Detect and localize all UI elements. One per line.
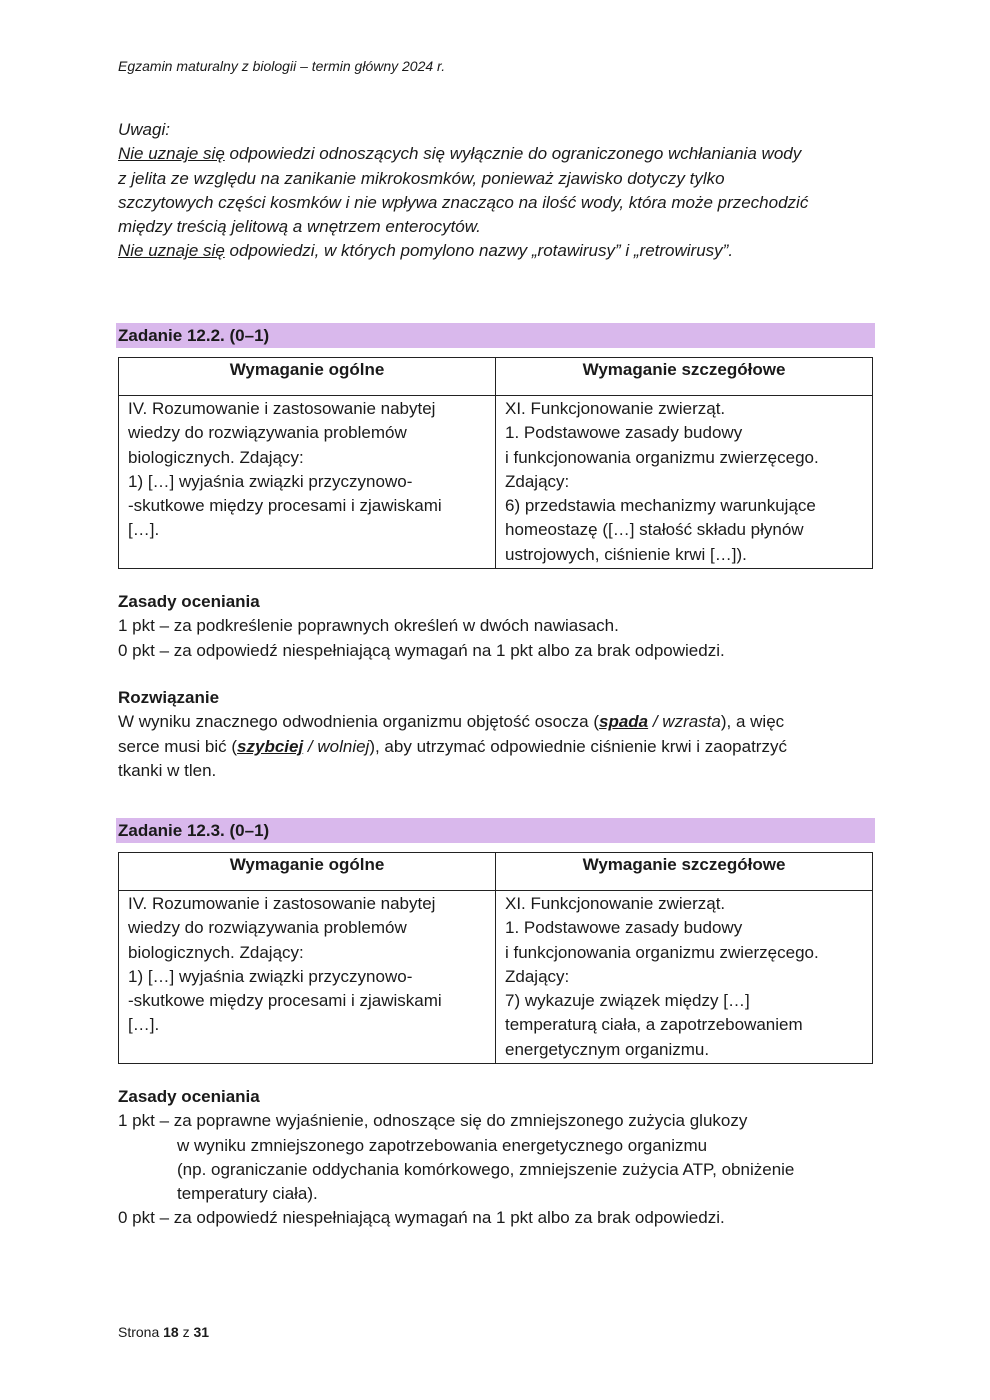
page-number: Strona 18 z 31 [118, 1324, 210, 1340]
task-12-2-scoring [118, 590, 878, 663]
correct-answer: spada [598, 712, 649, 732]
specific-requirement-cell: XI. Funkcjonowanie zwierząt. 1. Podstawowe zasady budowy i funkcjonowania organizmu zwierzęcego. Zdający: 6) przedstawia mechanizmy warunkujące homeostazę ([…] stałość składu płynów ustrojowych, ciśnienie krwi […]). [496, 396, 873, 569]
scoring-0pt: 0 pkt – za odpowiedź niespełniającą wymagań na 1 pkt albo za brak odpowiedzi. [118, 1208, 725, 1228]
remarks-paragraph-2: Nie uznaje się odpowiedzi, w których pomylono nazwy „rotawirusy” i „retrowirusy”. [118, 241, 734, 261]
task-12-2-solution [118, 686, 878, 783]
task-12-3-scoring [118, 1085, 878, 1231]
solution-title: Rozwiązanie [118, 688, 220, 707]
solution-text: W wyniku znacznego odwodnienia organizmu objętość osocza (spada / wzrasta), a więc serce musi bić (szybciej / wolniej), aby utrzymać odpowiednie ciśnienie krwi i zaopatrzyć tkanki w tlen. [118, 712, 787, 780]
col-specific-header: Wymaganie szczegółowe [496, 853, 873, 891]
specific-requirement-cell: XI. Funkcjonowanie zwierząt. 1. Podstawowe zasady budowy i funkcjonowania organizmu zwierzęcego. Zdający: 7) wykazuje związek między […] temperaturą ciała, a zapotrzebowaniem energetycznym organizmu. [496, 891, 873, 1064]
general-requirement-cell: IV. Rozumowanie i zastosowanie nabytej wiedzy do rozwiązywania problemów biologicznych. Zdający: 1) […] wyjaśnia związki przyczynowo- -skutkowe między procesami i zjawiskami […]. [119, 396, 496, 569]
remarks-emphasis: Nie uznaje się [118, 144, 225, 164]
task-12-2-requirements-table [118, 357, 873, 569]
page-header: Egzamin maturalny z biologii – termin główny 2024 r. [118, 58, 446, 74]
col-specific-header: Wymaganie szczegółowe [496, 358, 873, 396]
general-requirement-cell: IV. Rozumowanie i zastosowanie nabytej wiedzy do rozwiązywania problemów biologicznych. Zdający: 1) […] wyjaśnia związki przyczynowo- -skutkowe między procesami i zjawiskami […]. [119, 891, 496, 1064]
remarks-emphasis: Nie uznaje się [118, 241, 225, 261]
remarks-section [118, 118, 878, 264]
remarks-paragraph-1: Nie uznaje się odpowiedzi odnoszących się wyłącznie do ograniczonego wchłaniania wody z jelita ze względu na zanikanie mikrokosmków, ponieważ zjawisko dotyczy tylko szczytowych części kosmków i nie wpływa znacząco na ilość wody, która może przechodzić między treścią jelitową a wnętrzem enterocytów. [118, 144, 809, 237]
task-12-3-title: Zadanie 12.3. (0–1) [116, 818, 875, 843]
correct-answer: szybciej [237, 736, 304, 756]
col-general-header: Wymaganie ogólne [119, 358, 496, 396]
scoring-title: Zasady oceniania [118, 592, 260, 611]
task-12-3-requirements-table [118, 852, 873, 1064]
remarks-title: Uwagi: [118, 120, 170, 139]
scoring-0pt: 0 pkt – za odpowiedź niespełniającą wymagań na 1 pkt albo za brak odpowiedzi. [118, 640, 725, 660]
scoring-1pt: 1 pkt – za podkreślenie poprawnych określeń w dwóch nawiasach. [118, 616, 619, 636]
scoring-1pt: 1 pkt – za poprawne wyjaśnienie, odnoszące się do zmniejszonego zużycia glukozy w wyniku zmniejszonego zapotrzebowania energetycznego organizmu (np. ograniczanie oddychania komórkowego, zmniejszenie zużycia ATP, obniżenie temperatury ciała). [118, 1111, 795, 1204]
task-12-2-title: Zadanie 12.2. (0–1) [116, 323, 875, 348]
col-general-header: Wymaganie ogólne [119, 853, 496, 891]
scoring-title: Zasady oceniania [118, 1087, 260, 1106]
